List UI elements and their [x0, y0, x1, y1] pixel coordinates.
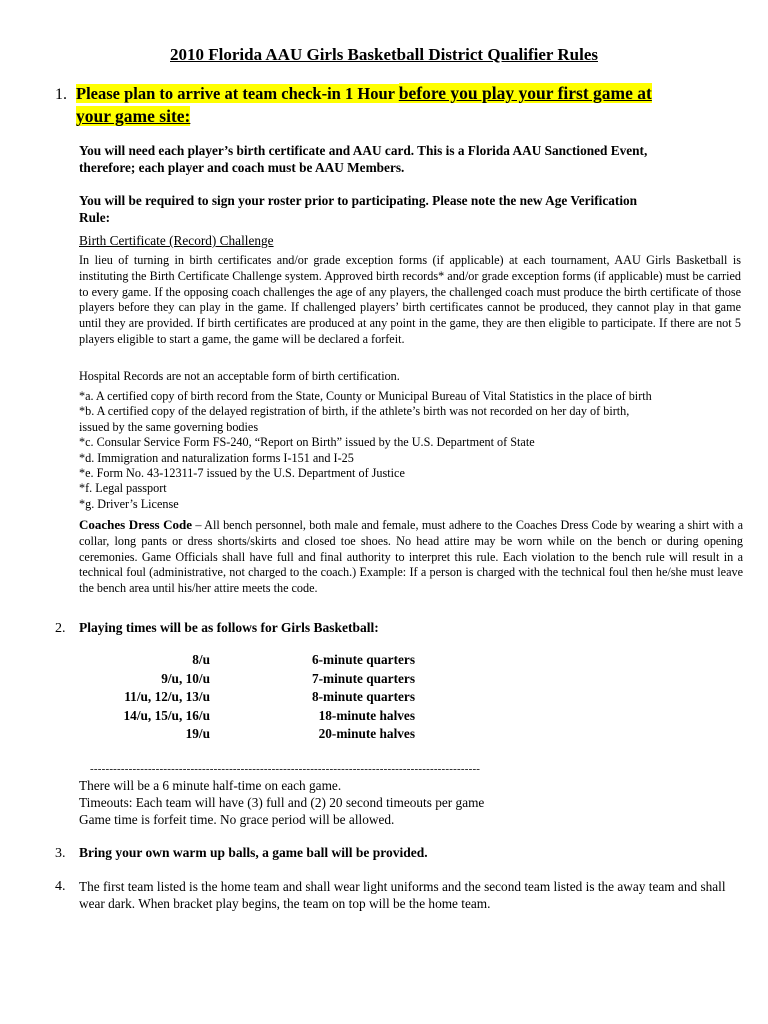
- roster-line-1: You will be required to sign your roster prior to participating. Please note the new Age Verification: [79, 193, 638, 208]
- age-group: 9/u, 10/u: [161, 670, 210, 686]
- timeouts-note: Timeouts: Each team will have (3) full and (2) 20 second timeouts per game: [79, 795, 485, 810]
- record-item: *a. A certified copy of birth record from the State, County or Municipal Bureau of Vital Statistics in the place of birth: [79, 389, 652, 403]
- record-item: *b. A certified copy of the delayed registration of birth, if the athlete’s birth was not recorded on her day of birth,: [79, 404, 630, 419]
- dashed-separator: -----------------------------------------------------------------------------------------------------: [90, 763, 481, 775]
- birth-certificate-line-1: You will need each player’s birth certificate and AAU card. This is a Florida AAU Sanctioned Event,: [79, 143, 648, 158]
- challenge-heading: Birth Certificate (Record) Challenge: [79, 233, 274, 248]
- page-title: 2010 Florida AAU Girls Basketball District Qualifier Rules: [170, 45, 598, 64]
- age-group-column: [10, 652, 210, 745]
- age-group: 19/u: [185, 726, 210, 741]
- game-duration: 7-minute quarters: [311, 670, 415, 686]
- item-number-2: 2.: [55, 621, 66, 636]
- item-number-4: 4.: [55, 879, 66, 894]
- game-duration: 20-minute halves: [318, 726, 415, 741]
- home-team-rule: The first team listed is the home team and shall wear light uniforms and the second team listed is the away team and shall wear dark. When bracket play begins, the team on top will be the home team.: [79, 879, 726, 911]
- arrival-highlight-text-3: your game site:: [76, 106, 191, 126]
- record-item: *e. Form No. 43-12311-7 issued by the U.S. Department of Justice: [79, 466, 405, 481]
- arrival-highlight-text-1: Please plan to arrive at team check-in 1 Hour: [76, 84, 399, 103]
- dress-code-heading: Coaches Dress Code: [79, 517, 193, 532]
- roster-paragraph: [79, 193, 745, 226]
- item-number-1: 1.: [55, 86, 67, 103]
- age-group: 8/u: [192, 652, 210, 667]
- roster-line-2: Rule:: [79, 209, 111, 225]
- forfeit-note: Game time is forfeit time. No grace period will be allowed.: [79, 812, 395, 827]
- arrival-highlight: [76, 82, 652, 128]
- game-rules-notes: [79, 777, 484, 828]
- record-item: *f. Legal passport: [79, 481, 167, 496]
- record-item: issued by the same governing bodies: [79, 419, 259, 434]
- game-duration: 6-minute quarters: [311, 652, 415, 667]
- duration-column: [215, 652, 415, 745]
- age-group: 14/u, 15/u, 16/u: [123, 707, 210, 723]
- record-item: *d. Immigration and naturalization forms I-151 and I-25: [79, 450, 354, 465]
- birth-certificate-paragraph: [79, 143, 745, 176]
- dress-code-paragraph: [79, 517, 743, 597]
- game-duration: 18-minute halves: [318, 707, 415, 723]
- dress-code-text: – All bench personnel, both male and female, must adhere to the Coaches Dress Code by wearing a shirt with a collar, long pants or dress shorts/skirts and closed toe shoes. No head attire may be worn while on the bench or during opening ceremonies. Game Officials shall have full and final authority to interpret this rule. Each violation to the bench rule will result in a technical foul (administrative, not charged to the coach.) Example: If a person is charged with the technical foul then he/she must leave the bench area until his/her attire meets the code.: [79, 518, 743, 596]
- record-item: *g. Driver’s License: [79, 496, 179, 511]
- birth-certificate-line-2: therefore; each player and coach must be AAU Members.: [79, 159, 405, 175]
- age-group: 11/u, 12/u, 13/u: [124, 689, 210, 704]
- halftime-note: There will be a 6 minute half-time on each game.: [79, 778, 342, 793]
- accepted-records-list: [79, 389, 745, 512]
- record-item: *c. Consular Service Form FS-240, “Report on Birth” issued by the U.S. Department of State: [79, 435, 535, 450]
- playing-times-heading: Playing times will be as follows for Girls Basketball:: [79, 620, 379, 635]
- item-number-3: 3.: [55, 846, 66, 861]
- arrival-highlight-text-2: before you play your first game at: [398, 83, 652, 103]
- warm-up-balls-rule: Bring your own warm up balls, a game ball will be provided.: [79, 845, 428, 860]
- hospital-note: Hospital Records are not an acceptable form of birth certification.: [79, 369, 400, 383]
- challenge-paragraph: In lieu of turning in birth certificates and/or grade exception forms (if applicable) at each tournament, AAU Girls Basketball is instituting the Birth Certificate Challenge system. Approved birth records* and/or grade exception forms (if applicable) must be carried to every game. If the opposing coach challenges the age of any players, the challenged coach must produce the birth certificate of those players before they can play in the game. If challenged players’ birth certificates cannot be produced, they cannot play in that game until they are provided. If birth certificates are produced at any point in the game, they are then eligible to participate. If there are not 5 players eligible to start a game, the game will be declared a forfeit.: [79, 253, 741, 346]
- game-duration: 8-minute quarters: [311, 689, 415, 704]
